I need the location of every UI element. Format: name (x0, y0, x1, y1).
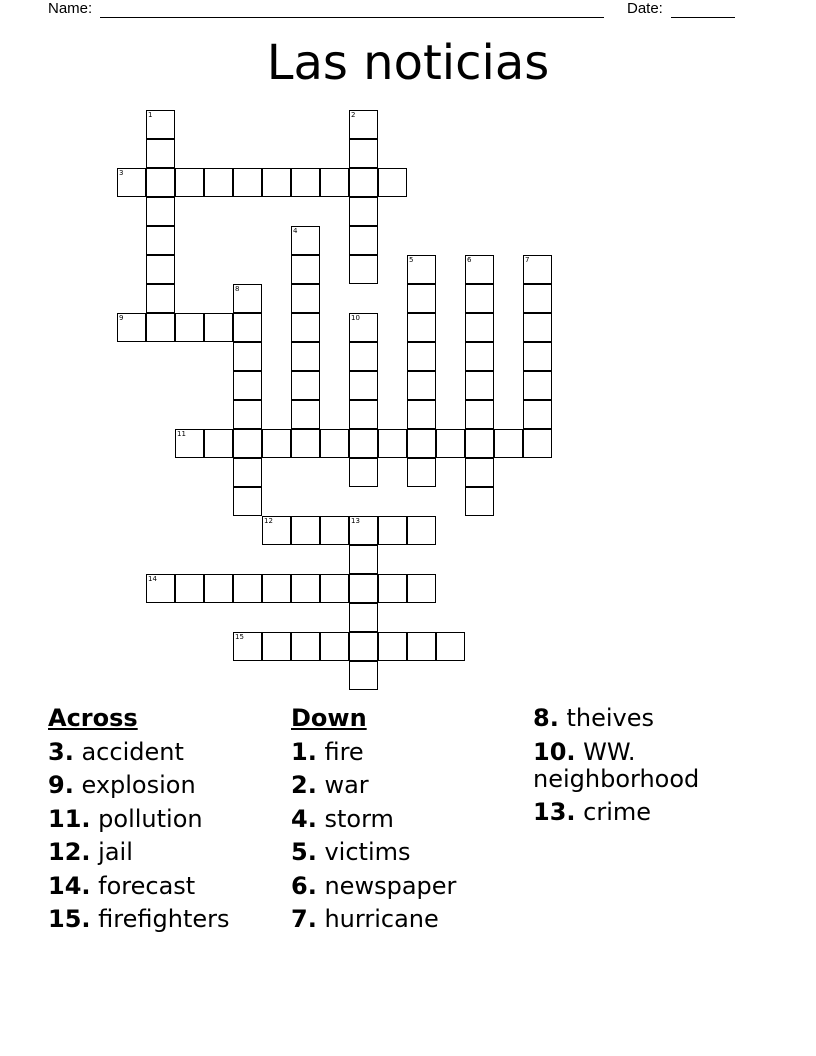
grid-cell[interactable] (349, 110, 378, 139)
grid-cell[interactable] (291, 226, 320, 255)
name-label: Name: (48, 0, 93, 17)
down-clues (291, 702, 456, 937)
clue-text: hurricane (324, 905, 439, 933)
grid-cell[interactable] (465, 342, 494, 371)
clue-text: fire (324, 737, 364, 766)
grid-cell[interactable] (349, 516, 378, 545)
grid-cell[interactable] (523, 313, 552, 342)
grid-cell[interactable] (523, 371, 552, 400)
grid-cell[interactable] (175, 168, 204, 197)
grid-cell[interactable] (407, 371, 436, 400)
grid-cell[interactable] (146, 168, 175, 197)
clue-across-12 (48, 836, 230, 870)
grid-cell[interactable] (407, 400, 436, 429)
grid-cell[interactable] (349, 371, 378, 400)
clue-text: explosion (81, 771, 196, 799)
grid-cell[interactable] (204, 429, 233, 458)
cell-number: 15 (235, 633, 244, 641)
grid-cell[interactable] (523, 255, 552, 284)
grid-cell[interactable] (407, 574, 436, 603)
grid-cell[interactable] (117, 168, 146, 197)
grid-cell[interactable] (349, 574, 378, 603)
clue-number: 11. (48, 804, 91, 833)
clue-text: accident (81, 737, 184, 766)
clue-number: 5. (291, 838, 317, 866)
cell-number: 8 (235, 285, 240, 293)
grid-cell[interactable] (349, 632, 378, 661)
grid-cell[interactable] (349, 226, 378, 255)
grid-cell[interactable] (465, 429, 494, 458)
grid-cell[interactable] (291, 516, 320, 545)
clue-text: pollution (98, 804, 203, 833)
grid-cell[interactable] (146, 226, 175, 255)
grid-cell[interactable] (146, 110, 175, 139)
grid-cell[interactable] (262, 516, 291, 545)
grid-cell[interactable] (262, 168, 291, 197)
grid-cell[interactable] (291, 574, 320, 603)
grid-cell[interactable] (465, 313, 494, 342)
clue-number: 2. (291, 771, 317, 799)
grid-cell[interactable] (378, 574, 407, 603)
grid-cell[interactable] (407, 342, 436, 371)
grid-cell[interactable] (175, 313, 204, 342)
clue-down-13 (533, 796, 773, 830)
grid-cell[interactable] (349, 429, 378, 458)
down-clues-continued (533, 702, 773, 829)
grid-cell[interactable] (349, 458, 378, 487)
grid-cell[interactable] (349, 139, 378, 168)
clue-number: 15. (48, 905, 91, 933)
grid-cell[interactable] (436, 429, 465, 458)
clue-down-2 (291, 769, 456, 803)
grid-cell[interactable] (291, 313, 320, 342)
clue-number: 8. (533, 704, 559, 732)
clue-text: firefighters (98, 905, 230, 933)
grid-cell[interactable] (349, 545, 378, 574)
page-title: Las noticias (266, 35, 550, 91)
clue-down-10 (533, 739, 773, 793)
cell-number: 11 (177, 430, 186, 438)
grid-cell[interactable] (407, 255, 436, 284)
grid-cell[interactable] (233, 371, 262, 400)
down-heading: Down (291, 704, 367, 732)
grid-cell[interactable] (523, 342, 552, 371)
clue-text: forecast (98, 871, 196, 900)
grid-cell[interactable] (233, 400, 262, 429)
grid-cell[interactable] (233, 632, 262, 661)
grid-cell[interactable] (349, 342, 378, 371)
across-clues (48, 702, 230, 937)
grid-cell[interactable] (262, 429, 291, 458)
cell-number: 2 (351, 111, 356, 119)
grid-cell[interactable] (320, 574, 349, 603)
grid-cell[interactable] (320, 168, 349, 197)
clue-text: newspaper (324, 871, 457, 900)
grid-cell[interactable] (146, 197, 175, 226)
cell-number: 10 (351, 314, 360, 322)
grid-cell[interactable] (175, 429, 204, 458)
grid-cell[interactable] (465, 458, 494, 487)
grid-cell[interactable] (494, 429, 523, 458)
grid-cell[interactable] (233, 313, 262, 342)
cell-number: 9 (119, 314, 124, 322)
cell-number: 7 (525, 256, 530, 264)
grid-cell[interactable] (291, 429, 320, 458)
grid-cell[interactable] (262, 632, 291, 661)
clue-down-4 (291, 803, 456, 837)
cell-number: 6 (467, 256, 472, 264)
across-heading: Across (48, 704, 138, 732)
clue-down-8 (533, 702, 773, 736)
clue-text: theives (566, 704, 654, 732)
cell-number: 12 (264, 517, 273, 525)
cell-number: 3 (119, 169, 124, 177)
clue-text: crime (583, 797, 652, 826)
cell-number: 4 (293, 227, 298, 235)
grid-cell[interactable] (291, 342, 320, 371)
clue-text: jail (98, 838, 133, 866)
grid-cell[interactable] (349, 661, 378, 690)
grid-cell[interactable] (291, 168, 320, 197)
grid-cell[interactable] (523, 400, 552, 429)
grid-cell[interactable] (291, 400, 320, 429)
cell-number: 13 (351, 517, 360, 525)
clue-number: 7. (291, 905, 317, 933)
grid-cell[interactable] (262, 574, 291, 603)
grid-cell[interactable] (146, 574, 175, 603)
grid-cell[interactable] (407, 284, 436, 313)
grid-cell[interactable] (436, 632, 465, 661)
clue-down-1 (291, 736, 456, 770)
grid-cell[interactable] (523, 284, 552, 313)
grid-cell[interactable] (320, 516, 349, 545)
grid-cell[interactable] (204, 168, 233, 197)
clue-number: 4. (291, 804, 317, 833)
grid-cell[interactable] (378, 429, 407, 458)
grid-cell[interactable] (523, 429, 552, 458)
clue-text: storm (324, 804, 394, 833)
clue-across-11 (48, 803, 230, 837)
grid-cell[interactable] (349, 168, 378, 197)
grid-cell[interactable] (146, 139, 175, 168)
grid-cell[interactable] (320, 632, 349, 661)
cell-number: 1 (148, 111, 153, 119)
grid-cell[interactable] (349, 197, 378, 226)
clue-number: 14. (48, 871, 91, 900)
grid-cell[interactable] (407, 313, 436, 342)
clue-across-15 (48, 903, 230, 937)
grid-cell[interactable] (291, 255, 320, 284)
grid-cell[interactable] (233, 284, 262, 313)
date-label: Date: (627, 0, 663, 17)
grid-cell[interactable] (233, 168, 262, 197)
grid-cell[interactable] (233, 429, 262, 458)
grid-cell[interactable] (465, 487, 494, 516)
clue-text: victims (324, 838, 411, 866)
grid-cell[interactable] (117, 313, 146, 342)
clue-number: 3. (48, 737, 74, 766)
grid-cell[interactable] (146, 255, 175, 284)
grid-cell[interactable] (233, 574, 262, 603)
grid-cell[interactable] (349, 603, 378, 632)
grid-cell[interactable] (233, 487, 262, 516)
clue-number: 12. (48, 838, 91, 866)
grid-cell[interactable] (349, 313, 378, 342)
clue-down-6 (291, 870, 456, 904)
grid-cell[interactable] (233, 458, 262, 487)
clue-down-5 (291, 836, 456, 870)
clue-number: 10. (533, 737, 576, 766)
grid-cell[interactable] (204, 313, 233, 342)
grid-cell[interactable] (233, 342, 262, 371)
grid-cell[interactable] (378, 168, 407, 197)
clue-text: WW. neighborhood (533, 737, 700, 793)
grid-cell[interactable] (465, 371, 494, 400)
grid-cell[interactable] (349, 400, 378, 429)
clue-number: 9. (48, 771, 74, 799)
grid-cell[interactable] (407, 632, 436, 661)
grid-cell[interactable] (291, 371, 320, 400)
grid-cell[interactable] (407, 516, 436, 545)
grid-cell[interactable] (175, 574, 204, 603)
grid-cell[interactable] (407, 429, 436, 458)
clue-number: 13. (533, 797, 576, 826)
cell-number: 14 (148, 575, 157, 583)
clue-text: war (324, 771, 369, 799)
clue-across-9 (48, 769, 230, 803)
grid-cell[interactable] (204, 574, 233, 603)
cell-number: 5 (409, 256, 414, 264)
grid-cell[interactable] (465, 255, 494, 284)
grid-cell[interactable] (146, 284, 175, 313)
clue-number: 1. (291, 737, 317, 766)
grid-cell[interactable] (146, 313, 175, 342)
clue-down-7 (291, 903, 456, 937)
clue-across-3 (48, 736, 230, 770)
grid-cell[interactable] (465, 400, 494, 429)
grid-cell[interactable] (349, 255, 378, 284)
grid-cell[interactable] (291, 632, 320, 661)
grid-cell[interactable] (378, 632, 407, 661)
clue-number: 6. (291, 871, 317, 900)
grid-cell[interactable] (378, 516, 407, 545)
clue-across-14 (48, 870, 230, 904)
grid-cell[interactable] (291, 284, 320, 313)
grid-cell[interactable] (320, 429, 349, 458)
grid-cell[interactable] (465, 284, 494, 313)
grid-cell[interactable] (407, 458, 436, 487)
